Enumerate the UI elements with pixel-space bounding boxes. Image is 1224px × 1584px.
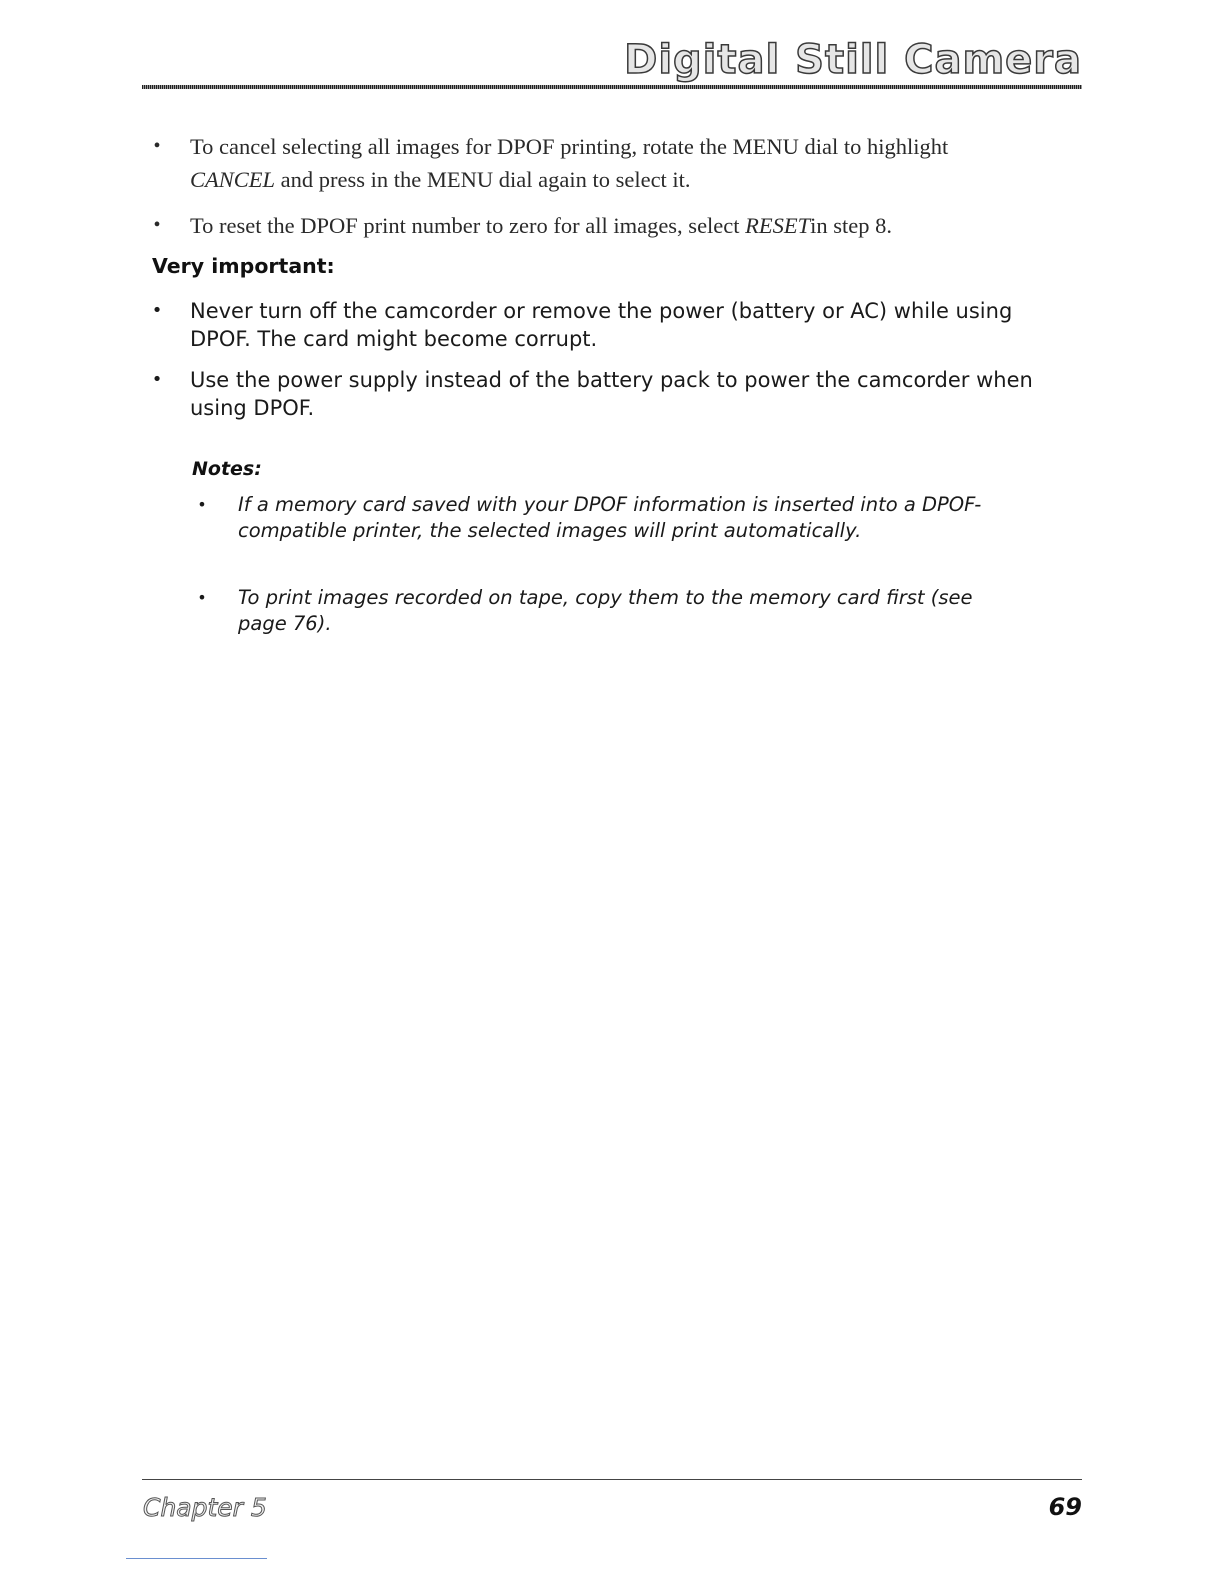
list-item-power-warning [142, 297, 1072, 353]
footer-rule [142, 1479, 1082, 1480]
notes-heading: Notes: [192, 458, 262, 480]
list-item-cancel-dpof [142, 130, 1072, 196]
bullet-icon: • [197, 588, 207, 607]
bullet-icon: • [151, 300, 163, 321]
list-item-text: Never turn off the camcorder or remove the power (battery or AC) while using DPOF. The card might become corrupt. [190, 299, 1013, 351]
bullet-icon: • [197, 495, 207, 514]
note-item-dpof-printer [190, 492, 1010, 544]
note-item-tape-images [190, 585, 1010, 637]
list-item-reset-dpof [142, 209, 1072, 242]
note-item-text: To print images recorded on tape, copy them to the memory card first (see page 76). [238, 586, 973, 635]
footer-page-number: 69 [1048, 1493, 1082, 1521]
bullet-icon: • [153, 135, 161, 157]
list-item-power-supply [142, 366, 1072, 422]
footer-chapter-label: Chapter 5 [143, 1493, 267, 1522]
note-item-text: If a memory card saved with your DPOF information is inserted into a DPOF-compatible printer, the selected images will print automatically. [238, 493, 982, 542]
bullet-icon: • [153, 214, 161, 236]
list-item-text: Use the power supply instead of the battery pack to power the camcorder when using DPOF. [190, 368, 1033, 420]
header-rule [142, 85, 1082, 89]
page-header-title: Digital Still Camera [624, 37, 1082, 83]
very-important-heading: Very important: [152, 254, 335, 278]
list-item-text: To cancel selecting all images for DPOF printing, rotate the MENU dial to highlight CANCEL and press in the MENU dial again to select it. [190, 134, 949, 192]
bullet-icon: • [151, 369, 163, 390]
list-item-text: To reset the DPOF print number to zero for all images, select RESETin step 8. [190, 213, 893, 238]
scan-edge-line [126, 1558, 267, 1559]
